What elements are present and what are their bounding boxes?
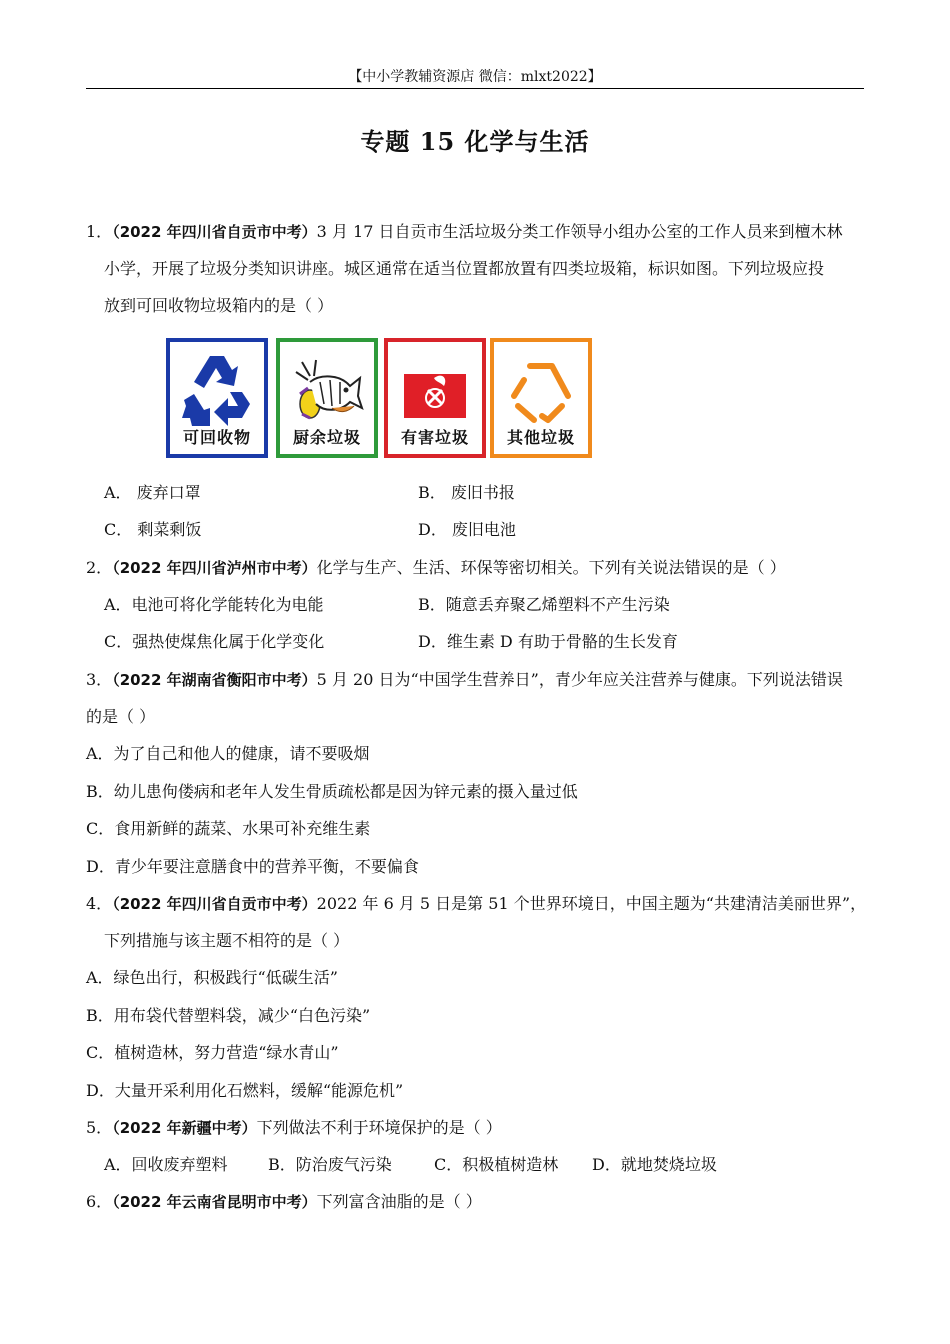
q5-option-a[interactable]: A．回收废弃塑料 (104, 1155, 228, 1174)
q3-option-a[interactable]: A．为了自己和他人的健康，请不要吸烟 (86, 744, 370, 763)
q4-source: （2022 年四川省自贡市中考） (112, 895, 317, 913)
q3-number: 3． (86, 670, 113, 689)
bin-label-kitchen: 厨余垃圾 (292, 428, 361, 447)
page-title: 专题 15 化学与生活 (360, 127, 590, 156)
q3-option-c[interactable]: C．食用新鲜的蔬菜、水果可补充维生素 (86, 819, 371, 838)
q1-text-line1: 3 月 17 日自贡市生活垃圾分类工作领导小组办公室的工作人员来到檀木林 (316, 222, 843, 241)
q3-source: （2022 年湖南省衡阳市中考） (112, 671, 317, 689)
q4-option-c[interactable]: C．植树造林，努力营造“绿水青山” (86, 1043, 339, 1062)
q6-number: 6． (86, 1192, 113, 1211)
q1-number: 1． (86, 222, 113, 241)
q2-number: 2． (86, 558, 113, 577)
q4-stem (86, 894, 866, 914)
q6-source: （2022 年云南省昆明市中考） (112, 1193, 317, 1211)
q5-option-b[interactable]: B．防治废气污染 (268, 1155, 392, 1174)
q2-option-d[interactable]: D．维生素 D 有助于骨骼的生长发育 (418, 632, 678, 651)
q1-text-line3: 放到可回收物垃圾箱内的是（ ） (104, 296, 334, 315)
page-header: 【中小学教辅资源店 微信：mlxt2022】 (348, 69, 602, 85)
q2-option-b[interactable]: B．随意丢弃聚乙烯塑料不产生污染 (418, 595, 670, 614)
q3-option-d[interactable]: D．青少年要注意膳食中的营养平衡，不要偏食 (86, 857, 419, 876)
q3-text-line2: 的是（ ） (86, 707, 156, 726)
q1-option-c[interactable]: C． 剩菜剩饭 (104, 520, 202, 539)
q5-option-c[interactable]: C．积极植树造林 (434, 1155, 559, 1174)
q2-option-c[interactable]: C．强热使煤焦化属于化学变化 (104, 632, 325, 651)
bin-kitchen (276, 338, 378, 458)
q1-option-a[interactable]: A． 废弃口罩 (104, 483, 201, 502)
q6-text-line1: 下列富含油脂的是（ ） (316, 1192, 482, 1211)
bin-label-recyclable: 可回收物 (182, 428, 251, 447)
q1-stem (86, 222, 842, 242)
q4-text-line1: 2022 年 6 月 5 日是第 51 个世界环境日，中国主题为“共建清洁美丽世界”， (316, 894, 867, 913)
q1-source: （2022 年四川省自贡市中考） (112, 223, 317, 241)
q5-option-d[interactable]: D．就地焚烧垃圾 (592, 1155, 717, 1174)
bin-hazardous (384, 338, 486, 458)
q3-stem (86, 670, 843, 690)
q2-option-a[interactable]: A．电池可将化学能转化为电能 (104, 595, 324, 614)
bin-label-hazardous: 有害垃圾 (400, 428, 469, 447)
q4-option-d[interactable]: D．大量开采利用化石燃料，缓解“能源危机” (86, 1081, 404, 1100)
q2-stem (86, 558, 786, 578)
q5-source: （2022 年新疆中考） (112, 1119, 257, 1137)
q1-option-b[interactable]: B． 废旧书报 (418, 483, 515, 502)
q5-text-line1: 下列做法不利于环境保护的是（ ） (256, 1118, 502, 1137)
bin-label-other: 其他垃圾 (506, 428, 575, 447)
header-divider (86, 88, 864, 89)
q2-source: （2022 年四川省泸州市中考） (112, 559, 317, 577)
bin-recyclable (166, 338, 268, 458)
q4-text-line2: 下列措施与该主题不相符的是（ ） (104, 931, 350, 950)
q5-number: 5． (86, 1118, 113, 1137)
bin-other (490, 338, 592, 458)
q4-number: 4． (86, 894, 113, 913)
q1-text-line2: 小学，开展了垃圾分类知识讲座。城区通常在适当位置都放置有四类垃圾箱，标识如图。下列垃圾应投 (104, 259, 825, 278)
q4-option-a[interactable]: A．绿色出行，积极践行“低碳生活” (86, 968, 338, 987)
q3-text-line1: 5 月 20 日为“中国学生营养日”，青少年应关注营养与健康。下列说法错误 (316, 670, 843, 689)
q5-stem (86, 1118, 502, 1138)
q4-option-b[interactable]: B．用布袋代替塑料袋，减少“白色污染” (86, 1006, 371, 1025)
q1-option-d[interactable]: D． 废旧电池 (418, 520, 516, 539)
q6-stem (86, 1192, 482, 1212)
q3-option-b[interactable]: B．幼儿患佝偻病和老年人发生骨质疏松都是因为锌元素的摄入量过低 (86, 782, 578, 801)
q2-text-line1: 化学与生产、生活、环保等密切相关。下列有关说法错误的是（ ） (316, 558, 786, 577)
waste-bin-signs (166, 338, 596, 462)
